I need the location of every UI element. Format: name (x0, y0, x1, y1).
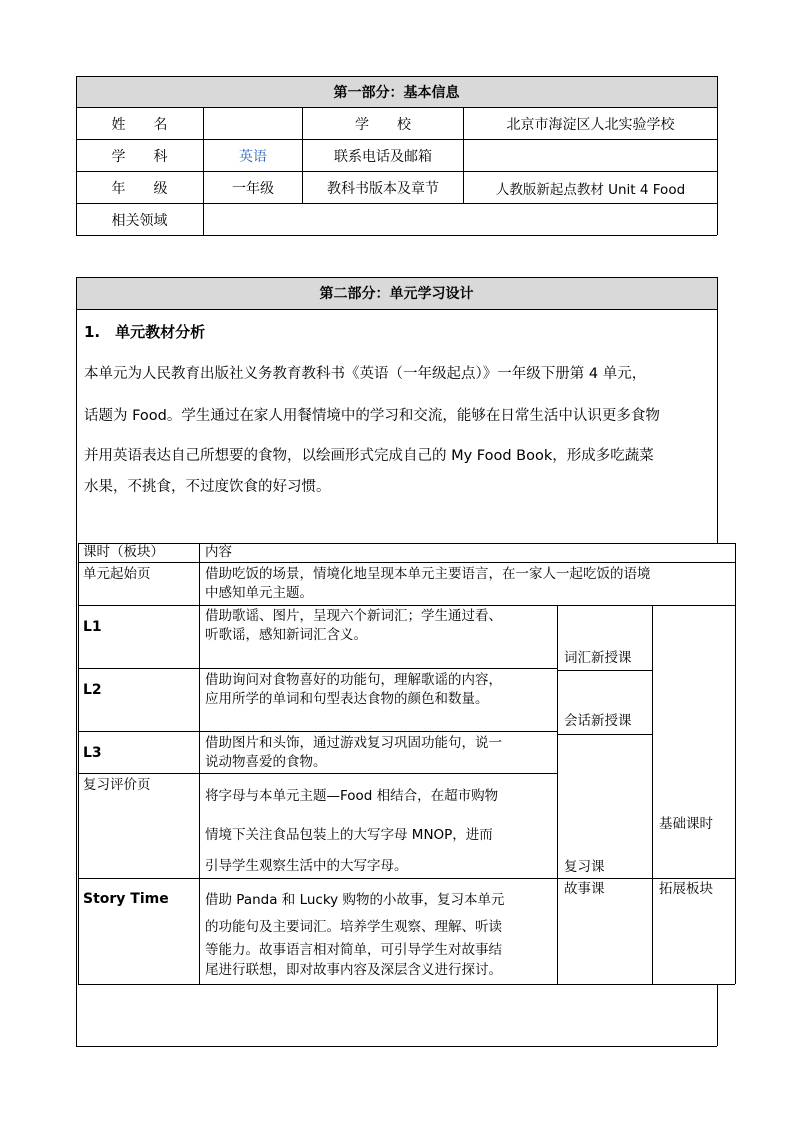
row-l2-type: 会话新授课 (564, 713, 632, 729)
row-review-name: 复习评价页 (83, 777, 151, 793)
row-review-line1: 将字母与本单元主题—Food 相结合，在超市购物 (205, 788, 499, 804)
row-story-category: 拓展板块 (659, 881, 713, 897)
grade-label: 年 级 (111, 180, 168, 197)
row-story-line1: 借助 Panda 和 Lucky 购物的小故事，复习本单元 (205, 892, 505, 908)
row-l1-type: 词汇新授课 (564, 650, 632, 666)
row-l2-line1: 借助询问对食物喜好的功能句，理解歌谣的内容， (205, 672, 502, 688)
row-l3-name: L3 (83, 745, 102, 761)
row-review-type: 复习课 (564, 859, 605, 875)
row-story-name: Story Time (83, 891, 169, 907)
basic-category-label: 基础课时 (659, 816, 713, 832)
section-title: 1. 单元教材分析 (84, 323, 206, 341)
textbook-value: 人教版新起点教材 Unit 4 Food (495, 181, 686, 198)
row-story-line4: 尾进行联想，即对故事内容及深层含义进行探讨。 (205, 962, 502, 978)
analysis-line-2: 话题为 Food。学生通过在家人用餐情境中的学习和交流，能够在日常生活中认识更多食物 (84, 408, 660, 424)
row-unit-start-name: 单元起始页 (83, 566, 151, 582)
row-l1-line1: 借助歌谣、图片，呈现六个新词汇；学生通过看、 (205, 608, 502, 624)
row-story-line2: 的功能句及主要词汇。培养学生观察、理解、听读 (205, 919, 502, 935)
row-unit-start-line2: 中感知单元主题。 (205, 585, 313, 601)
row-unit-start-line1: 借助吃饭的场景，情境化地呈现本单元主要语言，在一家人一起吃饭的语境 (205, 566, 651, 582)
row-l3-line2: 说动物喜爱的食物。 (205, 754, 327, 770)
grade-value: 一年级 (232, 180, 274, 197)
row-l2-line2: 应用所学的单词和句型表达食物的颜色和数量。 (205, 691, 489, 707)
row-l1-line2: 听歌谣，感知新词汇含义。 (205, 627, 367, 643)
row-l2-name: L2 (83, 682, 102, 698)
contact-label: 联系电话及邮箱 (334, 148, 432, 165)
analysis-line-3: 并用英语表达自己所想要的食物，以绘画形式完成自己的 My Food Book，形成多吃蔬菜 (84, 448, 654, 464)
row-l1-name: L1 (83, 619, 102, 635)
field-label: 相关领域 (111, 212, 168, 229)
textbook-label: 教科书版本及章节 (327, 180, 439, 197)
row-review-line2: 情境下关注食品包装上的大写字母 MNOP，进而 (205, 827, 493, 843)
row-review-line3: 引导学生观察生活中的大写字母。 (205, 858, 408, 874)
analysis-line-4: 水果，不挑食，不过度饮食的好习惯。 (84, 479, 331, 495)
analysis-line-1: 本单元为人民教育出版社义务教育教科书《英语（一年级起点）》一年级下册第 4 单元， (84, 366, 647, 382)
subject-label: 学 科 (111, 148, 168, 165)
name-label: 姓 名 (111, 116, 168, 133)
unit-design-header: 第二部分：单元学习设计 (319, 286, 474, 302)
subject-value: 英语 (239, 148, 267, 165)
school-value: 北京市海淀区人北实验学校 (506, 116, 675, 133)
contact-value (464, 140, 717, 171)
col-content-header: 内容 (205, 544, 232, 560)
basic-info-header: 第一部分：基本信息 (333, 84, 460, 101)
name-value (204, 108, 302, 139)
col-lesson-header: 课时（板块） (83, 544, 164, 560)
row-l3-line1: 借助图片和头饰，通过游戏复习巩固功能句，说一 (205, 735, 502, 751)
row-story-type: 故事课 (564, 881, 605, 897)
field-value (204, 204, 717, 235)
school-label: 学 校 (355, 116, 411, 133)
row-story-line3: 等能力。故事语言相对简单，可引导学生对故事结 (205, 942, 502, 958)
